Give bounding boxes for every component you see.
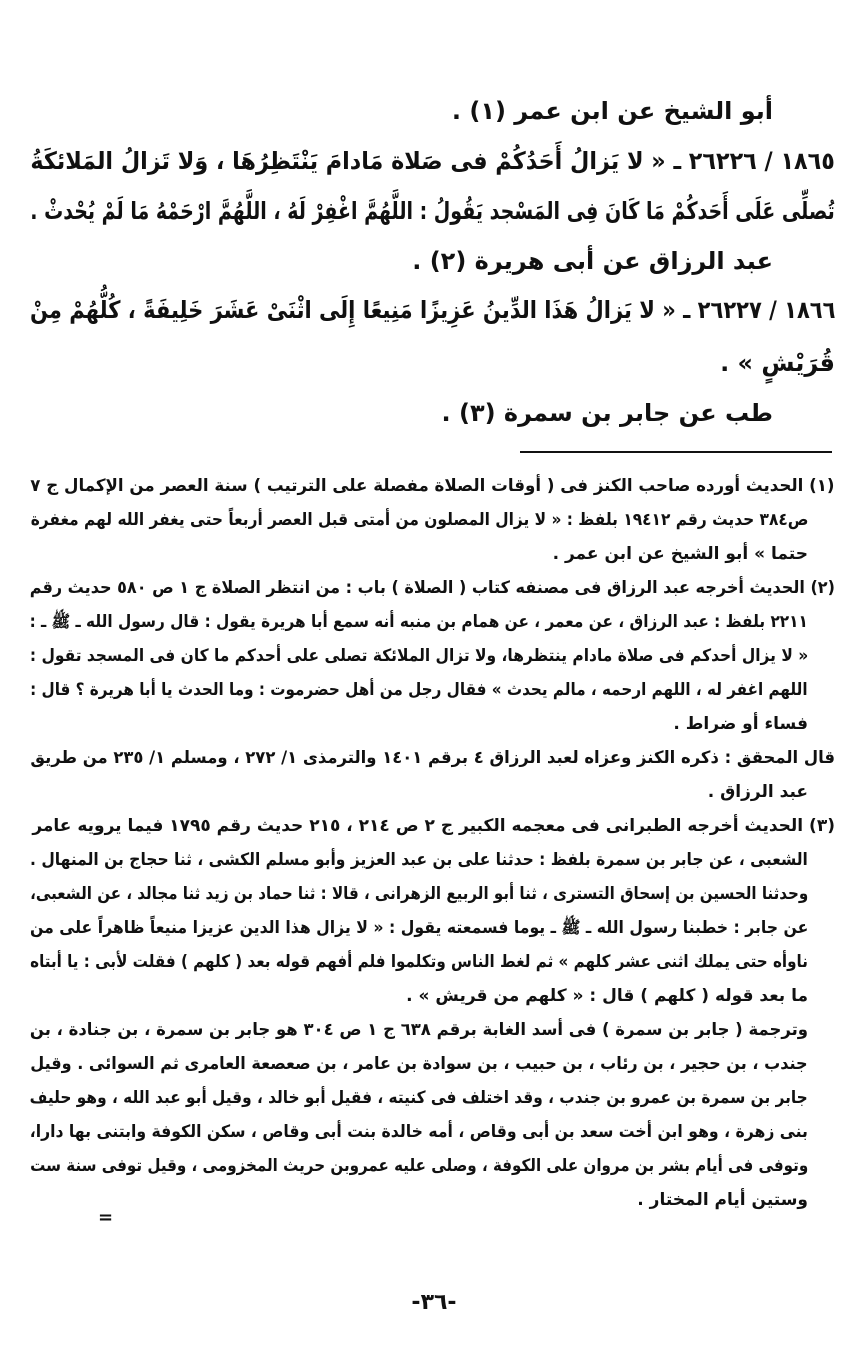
footnote-line: الشعبى ، عن جابر بن سمرة بلفظ : حدثنا على بن عبد العزيز وأبو مسلم الكشى ، ثنا حجاج بن المنهال .: [30, 850, 808, 870]
footnote-line: وحدثنا الحسين بن إسحاق التسترى ، ثنا أبو الربيع الزهرانى ، قالا : ثنا حماد بن زيد ثنا مجالد ، عن الشعبى،: [29, 884, 808, 904]
footnote-line: « لا يزال أحدكم فى صلاة مادام ينتظرها، ولا تزال الملائكة تصلى على أحدكم ما كان فى المسجد تقول :: [29, 646, 808, 666]
footnote-line: ٢٢١١ بلفظ : عبد الرزاق ، عن معمر ، عن همام بن منبه أنه سمع أبا هريرة يقول : قال رسول الله ـ ﷺ ـ :: [29, 612, 808, 632]
footnote-separator: [520, 451, 832, 453]
footnote-line: ما بعد قوله ( كلهم ) قال : « كلهم من قريش » .: [406, 986, 808, 1006]
main-text-line-6: قُرَيْشٍ » .: [720, 349, 835, 377]
footnote-line: (١) الحديث أورده صاحب الكنز فى ( أوقات الصلاة مفصلة على الترتيب ) سنة العصر من الإكمال ج ٧: [30, 476, 835, 496]
footnote-line: فساء أو ضراط .: [673, 714, 808, 734]
footnote-line: حتما » أبو الشيخ عن ابن عمر .: [552, 544, 808, 564]
main-text-line-5: ١٨٦٦ / ٢٦٢٢٧ ـ « لا يَزالُ هَذَا الدِّينُ عَزِيزًا مَنِيعًا إِلَى اثْنَىْ عَشَرَ خَلِيفَةً ، كُلُّهُمْ مِنْ: [29, 296, 835, 324]
footnote-line: قال المحقق : ذكره الكنز وعزاه لعبد الرزاق ٤ برقم ١٤٠١ والترمذى ١/ ٢٧٢ ، ومسلم ١/ ٢٣٥ من طريق: [30, 748, 835, 768]
footnote-line: جابر بن سمرة بن عمرو بن جندب ، وقد اختلف فى كنيته ، فقيل أبو خالد ، وقيل أبو عبد الله ، وهو حليف: [29, 1088, 808, 1108]
main-text-line-2: ١٨٦٥ / ٢٦٢٢٦ ـ « لا يَزالُ أَحَدُكُمْ فى صَلاة مَادامَ يَنْتَظِرُهَا ، وَلا تَزالُ المَلائكَةُ: [30, 147, 835, 175]
footnote-line: اللهم اغفر له ، اللهم ارحمه ، مالم يحدث » فقال رجل من أهل حضرموت : وما الحدث يا أبا هريرة ؟ قال :: [30, 680, 808, 700]
footnote-line: (٢) الحديث أخرجه عبد الرزاق فى مصنفه كتاب ( الصلاة ) باب : من انتظر الصلاة ج ١ ص ٥٨٠ حديث رقم: [29, 578, 835, 598]
footnote-line: وتوفى فى أيام بشر بن مروان على الكوفة ، وصلى عليه عمروبن حريث المخزومى ، وقيل توفى سنة ست: [29, 1156, 808, 1176]
main-text-line-1: أبو الشيخ عن ابن عمر (١) .: [451, 97, 773, 125]
footnote-line: (٣) الحديث أخرجه الطبرانى فى معجمه الكبير ج ٢ ص ٢١٤ ، ٢١٥ حديث رقم ١٧٩٥ فيما يرويه عامر: [32, 816, 835, 836]
footnote-line: وترجمة ( جابر بن سمرة ) فى أسد الغابة برقم ٦٣٨ ج ١ ص ٣٠٤ هو جابر بن سمرة ، بن جنادة ، بن: [29, 1020, 808, 1040]
margin-mark: =: [98, 1207, 114, 1228]
footnote-line: عن جابر : خطبنا رسول الله ـ ﷺ ـ يوما فسمعته يقول : « لا يزال هذا الدين عزيزا منيعاً ظاهراً على من: [29, 918, 808, 938]
main-text-line-3: تُصلِّى عَلَى أَحَدكُمْ مَا كَانَ فِى المَسْجد يَقُولُ : اللَّهُمَّ اغْفِرْ لَهُ ، اللَّهُمَّ ارْحَمْهُ مَا لَمْ يُحْدثْ .: [30, 197, 835, 225]
main-text-line-7: طب عن جابر بن سمرة (٣) .: [441, 399, 773, 427]
footnote-line: ناوأه حتى يملك اثنى عشر كلهم » ثم لغط الناس وتكلموا فلم أفهم قوله بعد ( كلهم ) فقلت لأبى : يا أبتاه: [30, 952, 808, 972]
footnote-line: جندب ، بن حجير ، بن رئاب ، بن حبيب ، بن سوادة بن عامر ، بن صعصعة العامرى ثم السوائى . وقيل: [30, 1054, 808, 1074]
footnote-line: عبد الرزاق .: [707, 782, 808, 802]
footnote-line: وستين أيام المختار .: [637, 1190, 808, 1210]
footnote-line: ص٣٨٤ حديث رقم ١٩٤١٢ بلفظ : « لا يزال المصلون من أمتى قبل العصر أربعاً حتى يغفر الله لهم مغفرة: [30, 510, 808, 530]
main-text-line-4: عبد الرزاق عن أبى هريرة (٢) .: [412, 247, 773, 275]
footnote-line: بنى زهرة ، وهو ابن أخت سعد بن أبى وقاص ، أمه خالدة بنت أبى وقاص ، سكن الكوفة وابتنى بها دارا،: [29, 1122, 808, 1142]
page-number: -٣٦-: [411, 1290, 457, 1315]
